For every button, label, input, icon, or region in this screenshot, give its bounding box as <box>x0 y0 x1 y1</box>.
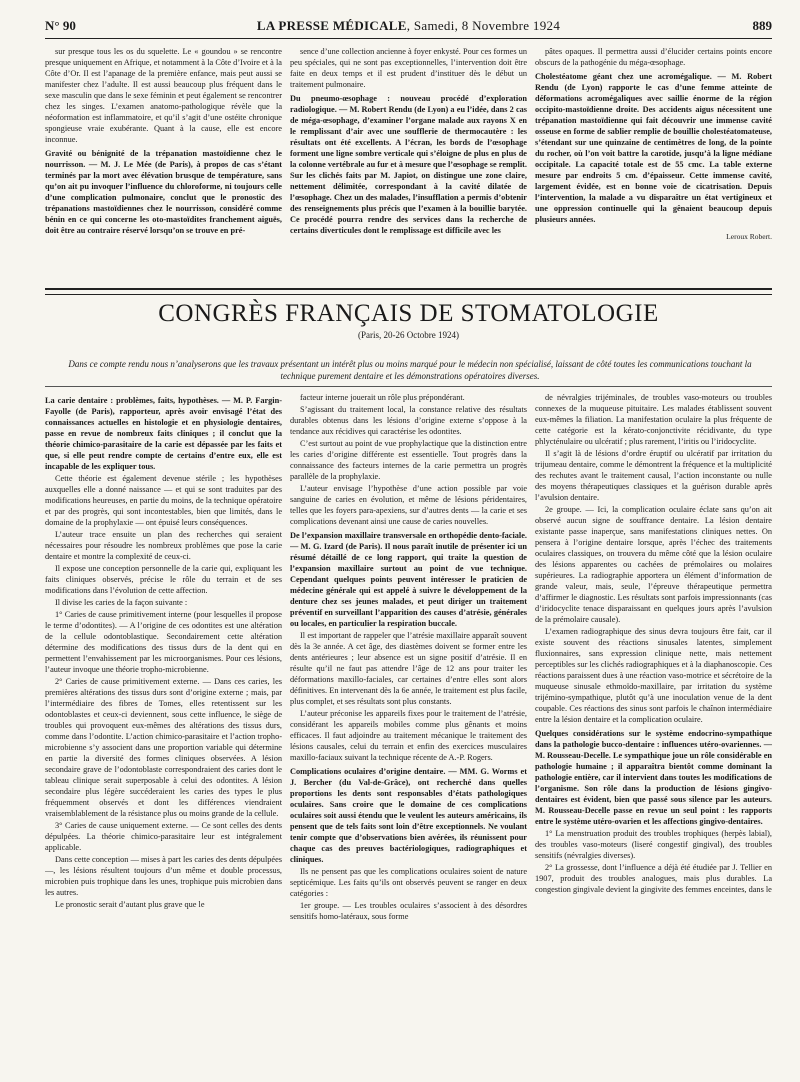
section-title: CONGRÈS FRANÇAIS DE STOMATOLOGIE <box>158 300 659 327</box>
article-paragraph: L’auteur préconise les appareils fixes pour le traitement de l’atrésie, considérant les appareils mobiles comme plus gênants et moins efficaces. Il faut adjoindre au traitement mécanique le traitement des lésions causales, celui du terrain et enfin des exercices musculaires maxillo-faciaux suivant la technique récente de A.-P. Rogers. <box>290 709 527 762</box>
article-paragraph: Il expose une conception personnelle de la carie qui, expliquant les faits cliniques observés, précise le rôle du terrain et de ses modifications dans l’évolution de cette affection. <box>45 564 282 595</box>
article-paragraph: 1° Caries de cause primitivement interne (pour lesquelles il propose le terme d’odontites). — A l’origine de ces odontites est une altération de la cellule odontoblastique. Secondairement cette altération détermine des modifications des tissus durs de la dent qui en permettent l’envahissement par les microorganismes. Pour ces lésions, l’auteur invoque une théorie tropho-microbienne. <box>45 610 282 674</box>
article-paragraph: Dans cette conception — mises à part les caries des dents dépulpées —, les lésions résultent toujours d’un même et double processus, microbien puis trophique dans les unes, trophique puis microbien dans les autres. <box>45 855 282 897</box>
article-paragraph: 2° Caries de cause primitivement externe. — Dans ces caries, les premières altérations des tissus durs sont d’origine externe ; mais, par l’intermédiaire des fibres de Tomes, elles retentissent sur les odontoblastes et ceux-ci deviennent, sous cette influence, le siège de troubles qui provoquent eux-mêmes des altérations des tissus durs, comme dans l’odontite. L’action chimico-parasitaire et l’action tropho-microbienne s’y associent dans une proportion variable qui détermine en partie la diversité des formes cliniques observées. A lésion secondaire grave de l’odontoblaste correspondraient des caries dont le tableau clinique serait superposable à celui des odontites. A lésion secondaire plus légère succéderaient les caries des types le plus fréquemment observés et dont les différences viendraient vraisemblablement de la résistance plus ou moins grande de la cellule. <box>45 677 282 818</box>
article-heading-paragraph: La carie dentaire : problèmes, faits, hypothèses. — M. P. Fargin-Fayolle (de Paris), rapporteur, après avoir envisagé l’état des connaissances actuelles en histologie et en physiologie dentaires, passe en revue de nombreux faits cliniques ; il conclut que la théorie chimico-parasitaire de la carie est dépassée par les faits et que, si elle peut rendre compte de certains d’entre eux, elle est incapable de les expliquer tous. <box>45 396 282 471</box>
article-paragraph: pâtes opaques. Il permettra aussi d’élucider certains points encore obscurs de la pathogénie du méga-œsophage. <box>535 47 772 67</box>
top-columns <box>45 46 772 282</box>
bottom-column-1 <box>45 392 282 1072</box>
article-heading-paragraph: Cholestéatome géant chez une acromégalique. — M. Robert Rendu (de Lyon) rapporte le cas d’une femme atteinte de déformations acromégaliques avec saillie énorme de la région occipito-mastoïdienne droite. Des accidents aigus nécessitent une trépanation mastoïdienne qui fait découvrir une immense cavité osseuse en forme de sablier remplie de bouillie cholestéatomateuse, s’étendant sur une quinzaine de centimètres de long, de la pointe du rocher, où l’on voit battre la carotide, jusqu’à la ligne médiane occipitale. La capacité totale est de 55 cmc. La table externe mesure par endroits 5 cm. d’épaisseur. Cette immense cavité, largement évidée, est en bonne voie de cicatrisation. Depuis l’intervention, la malade a vu disparaître un état vertigineux et une oppression continuelle qui la gênaient beaucoup depuis plusieurs années. <box>535 72 772 224</box>
article-heading-paragraph: Complications oculaires d’origine dentaire. — MM. G. Worms et J. Bercher (du Val-de-Grâce), ont recherché dans quelles proportions les dents sont responsables d’états pathologiques oculaires. Sans croire que le domaine de ces complications oculaires soit aussi étendu que le veulent les auteurs américains, ils pensent que de tels faits sont loin d’être exceptionnels. Ne voulant tenir compte que d’observations bien avérées, ils réunissent pour chaque cas des preuves bactériologiques, radiographiques et cliniques. <box>290 767 527 864</box>
bottom-columns <box>45 392 772 1072</box>
page-number: 889 <box>752 18 772 33</box>
top-column-1 <box>45 46 282 282</box>
article-heading-paragraph: De l’expansion maxillaire transversale en orthopédie dento-faciale. — M. G. Izard (de Paris). Il nous paraît inutile de présenter ici un résumé détaillé de ce long rapport, qui traite la question de l’expansion maxillaire surtout au point de vue technique. Cependant quelques points peuvent intéresser le praticien de médecine générale qui est appelé à suivre le développement de la denture chez ses jeunes malades, et peut diriger un traitement préventif en surveillant l’apparition des causes d’atrésie, générales ou locales, en particulier la respiration buccale. <box>290 531 527 628</box>
section-double-rule <box>45 288 772 295</box>
header-rule <box>45 38 772 39</box>
bottom-column-2 <box>290 392 527 1072</box>
top-column-2 <box>290 46 527 282</box>
journal-title: LA PRESSE MÉDICALE <box>256 18 407 33</box>
article-paragraph: L’auteur envisage l’hypothèse d’une action possible par voie sanguine de caries en évolution, et même de lésions péridentaires, telles que les foyers para-apexiens, sur d’autres dents — la carie et ses complications devenant ainsi une cause de caries nouvelles. <box>290 484 527 526</box>
article-paragraph: 1er groupe. — Les troubles oculaires s’associent à des désordres sensitifs homo-latéraux, sous forme <box>290 901 527 921</box>
page-header <box>45 16 772 38</box>
article-paragraph: Il s’agit là de lésions d’ordre éruptif ou ulcératif par irritation du trijumeau dentaire, comme le démontrent la fréquence et la multiplicité des rechutes avant le traitement causal, l’action inconstante ou nulle des moyens thérapeutiques classiques et la guérison durable après l’avulsion dentaire. <box>535 449 772 502</box>
section-rule <box>45 386 772 387</box>
article-paragraph: 2° La grossesse, dont l’influence a déjà été étudiée par J. Tellier en 1907, produit des troubles analogues, mais plus durables. La congestion gingivale devient la gingivite des femmes enceintes, dans le <box>535 863 772 894</box>
article-paragraph: sence d’une collection ancienne à foyer enkysté. Pour ces formes un peu spéciales, qui ne sont pas exceptionnelles, l’intervention doit être faite en deux temps et il est prudent d’instituer dès le début un traitement pulmonaire. <box>290 47 527 89</box>
author-signature: Leroux Robert. <box>726 232 772 241</box>
article-heading-paragraph: Quelques considérations sur le système endocrino-sympathique dans la pathologie bucco-dentaire : influences utéro-ovariennes. — M. Rousseau-Decelle. Le sympathique joue un rôle considérable en pathologie humaine ; il apparaîtra bientôt comme dominant la pathologie entière, car il intervient dans toutes les modifications de l’organisme. Son rôle dans la production de lésions gingivo-dentaires est évident, bien que passé sous silence par les auteurs. M. Rousseau-Decelle passe en revue un seul point : les rapports entre le système utéro-ovarien et les affections gingivo-dentaires. <box>535 729 772 826</box>
article-paragraph: Il divise les caries de la façon suivante : <box>55 598 188 607</box>
article-paragraph: 3° Caries de cause uniquement externe. — Ce sont celles des dents dépulpées. La théorie chimico-parasitaire leur est intégralement applicable. <box>45 821 282 852</box>
top-column-3 <box>535 46 772 282</box>
article-paragraph: C’est surtout au point de vue prophylactique que la distinction entre les caries d’origine différente est essentielle. Tout progrès dans la connaissance des facteurs internes de la carie permettra un progrès parallèle de la prophylaxie. <box>290 439 527 481</box>
bottom-column-3 <box>535 392 772 1072</box>
article-paragraph: Le pronostic serait d’autant plus grave que le <box>55 900 205 909</box>
issue-date: , Samedi, 8 Novembre 1924 <box>406 18 561 33</box>
article-paragraph: sur presque tous les os du squelette. Le « goundou » se rencontre presque uniquement en Afrique, et notamment à la Côte d’Ivoire et à la Côte d’Or. Il est l’apanage de la première enfance, mais peut aussi se manifester chez l’adulte. Il est aussi beaucoup plus fréquent dans le sexe masculin que dans le sexe féminin et peut également se rencontrer chez les singes. L’examen anatomo-pathologique révèle que la néoformation est inflammatoire, et qu’il s’agit d’une ostéite chronique spongieuse vraie exubérante. Quant à la cause, elle est encore inconnue. <box>45 47 282 144</box>
article-paragraph: Il est important de rappeler que l’atrésie maxillaire apparaît souvent dès la 3e année. A cet âge, des diastèmes doivent se former entre les dents antérieures ; leur absence est un signe positif d’atrésie. Il en résulte qu’il ne faut pas attendre l’âge de 12 ans pour traiter les déformations maxillo-faciales, car certaines d’entre elles sont alors définitives. En intervenant dès la 6e année, le traitement est plus facile, plus complet, et ses résultats sont plus constants. <box>290 631 527 706</box>
article-paragraph: Ils ne pensent pas que les complications oculaires soient de nature septicémique. Les faits qu’ils ont observés peuvent se ranger en deux catégories : <box>290 867 527 898</box>
article-paragraph: Cette théorie est également devenue stérile ; les hypothèses auxquelles elle a donné naissance — et qui se sont traduites par des modifications heureuses, en partie du moins, de la technique opératoire et par des progrès, qui sont incontestables, bien que limités, dans le domaine de la prophylaxie — ont épuisé leurs conséquences. <box>45 474 282 527</box>
section-intro: Dans ce compte rendu nous n’analyserons que les travaux présentant un intérêt plus ou moins marqué pour le médecin non spécialisé, laissant de côté toutes les communications touchant la technique purement dentaire et les démonstrations opératoires diverses. <box>68 359 752 381</box>
article-heading-paragraph: Gravité ou bénignité de la trépanation mastoïdienne chez le nourrisson. — M. J. Le Mée (de Paris), à propos de cas s’étant terminés par la mort avec élévation brusque de température, sans qu’on ait pu invoquer l’influence du chloroforme, ni toujours celle d’une complication pulmonaire, conclut que le pronostic des trépanations mastoïdiennes chez le nourrisson, considéré comme bénin en ce qui concerne les oto-mastoïdites franchement aiguës, doit être au contraire réservé lorsqu’on se trouve en pré- <box>45 149 282 235</box>
article-paragraph: facteur interne jouerait un rôle plus prépondérant. <box>300 393 465 402</box>
article-paragraph: 2e groupe. — Ici, la complication oculaire éclate sans qu’on ait observé aucun signe de souffrance dentaire. La lésion dentaire existante passe inaperçue, sans manifestations cliniques nettes. On pensera à l’origine dentaire lorsque, après l’échec des traitements oculaires classiques, on trouvera du même côté que la lésion oculaire des lésions apparentes ou cachées de prémolaires ou molaires supérieures. La radiographie apportera un élément d’information de grande valeur, mais, seule, l’épreuve thérapeutique permettra d’affirmer le diagnostic. Les résultats sont parfois impressionnants (cas d’iridocyclite tenace disparaissant en quelques jours après l’avulsion de la prémolaire causale). <box>535 505 772 624</box>
article-paragraph: de névralgies trijéminales, de troubles vaso-moteurs ou troubles connexes de la muqueuse pituitaire. Les malades établissent souvent eux-mêmes la filiation. La manifestation oculaire la plus fréquente de cette catégorie est la kérato-conjonctivite récidivante, du type phlycténulaire ou ulcératif ; plus rarement, l’iritis ou l’iridocyclite. <box>535 393 772 446</box>
article-heading-paragraph: Du pneumo-œsophage : nouveau procédé d’exploration radiologique. — M. Robert Rendu (de Lyon) a eu l’idée, dans 2 cas de méga-œsophage, d’examiner l’organe malade aux rayons X en le remplissant d’air avec une soufflerie de thermocautère : les résultats ont été excellents. A l’écran, les bords de l’œsophage forment une ligne sombre verticale qui s’éloigne de plus en plus de la colonne vertébrale au fur et à mesure que l’œsophage se remplit. Sur les clichés faits par M. Japiot, on distingue une zone claire, nettement délimitée, correspondant à la cavité dilatée de l’œsophage. Chez un des malades, l’insufflation a permis d’obtenir des renseignements plus précis que l’examen à la bouillie barytée. Ce procédé pourra rendre des services dans la recherche de certains diverticules dont le remplissage est difficile avec les <box>290 94 527 235</box>
journal-title-line <box>45 18 772 34</box>
article-paragraph: L’examen radiographique des sinus devra toujours être fait, car il existe souvent des réactions sinusales latentes, simplement fluxionnaires, sans expression clinique nette, mais nettement perceptibles sur les clichés radiographiques et à la diaphanoscopie. Ces réactions paraissent dues à une réaction vaso-motrice et sécrétoire de la muqueuse sinusale ethmoïdo-maxillaire, par irritation du système trijémino-sympathique, plutôt qu’à une inoculation venue de la dent coupable. Ces réactions des sinus sont parfois le chaînon intermédiaire entre la lésion dentaire et la complication oculaire. <box>535 627 772 724</box>
article-paragraph: S’agissant du traitement local, la constance relative des résultats durables obtenus dans les lésions d’origine externe s’oppose à la tendance aux récidives qui caractérise les odontites. <box>290 405 527 436</box>
article-paragraph: 1° La menstruation produit des troubles trophiques (herpès labial), des troubles vaso-moteurs (liseré congestif gingival), des troubles sensitifs (névralgies diverses). <box>535 829 772 860</box>
section-place-date: (Paris, 20-26 Octobre 1924) <box>358 330 459 340</box>
article-paragraph: L’auteur trace ensuite un plan des recherches qui seraient nécessaires pour résoudre les nombreux problèmes que pose la carie dentaire et montre la complexité de ceux-ci. <box>45 530 282 561</box>
issue-number: N° 90 <box>45 18 76 33</box>
